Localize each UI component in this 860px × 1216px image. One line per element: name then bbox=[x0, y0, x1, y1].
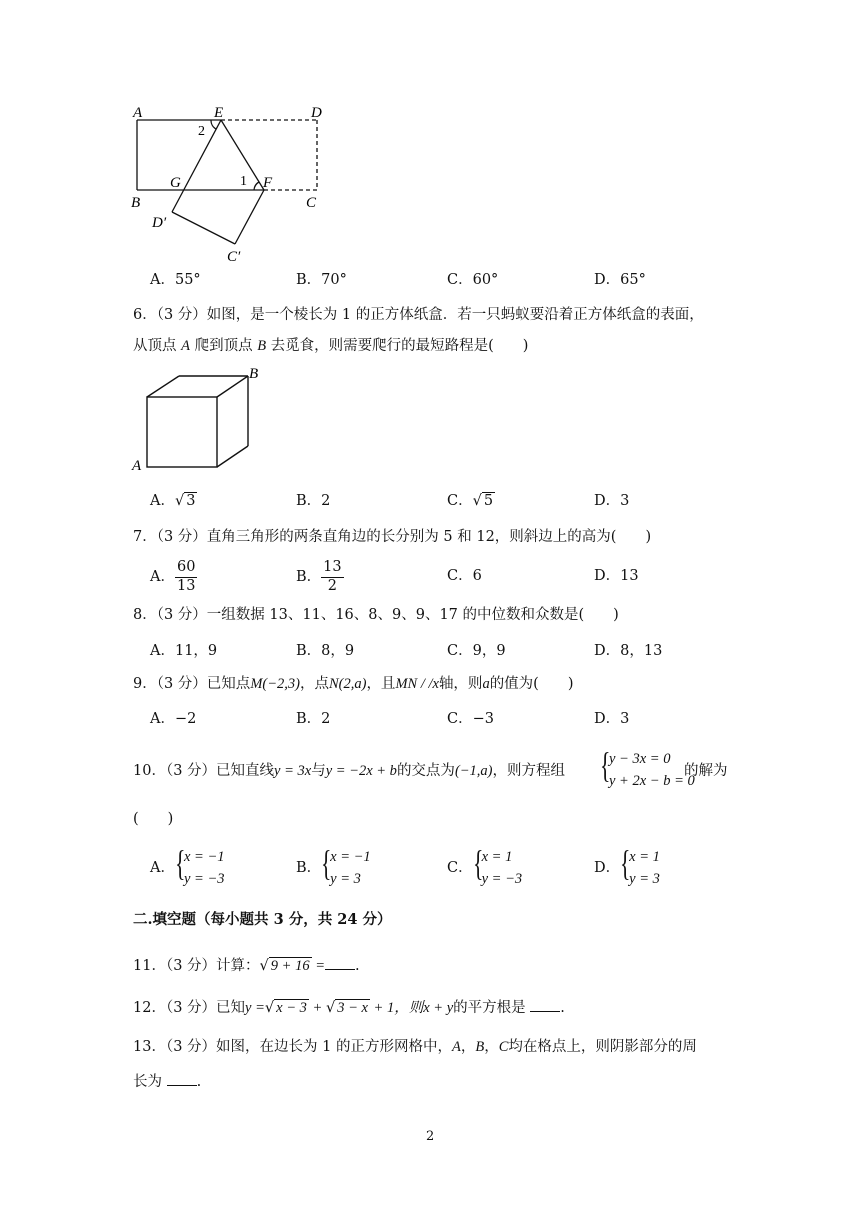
q5-option-d: D．65° bbox=[594, 272, 646, 288]
fig5-label-e: E bbox=[214, 105, 224, 121]
q12-text: 12．（3 分）已知y =√ x − 3 + √ 3 − x + 1，则x + y的平方根是 . bbox=[133, 1000, 565, 1016]
q10-option-c: C． { x = 1 y = −3 bbox=[447, 843, 523, 888]
q10-option-b: B． { x = −1 y = 3 bbox=[296, 843, 371, 888]
q10-text-end: 的解为 bbox=[684, 763, 728, 779]
q7-option-c: C．6 bbox=[447, 568, 482, 584]
q11-blank bbox=[325, 957, 355, 970]
fig5-label-cprime: C′ bbox=[227, 249, 241, 265]
q9-option-c: C．−3 bbox=[447, 711, 494, 727]
q8-text: 8．（3 分）一组数据 13、11、16、8、9、9、17 的中位数和众数是( ) bbox=[133, 607, 619, 623]
q8-option-b: B．8，9 bbox=[296, 643, 355, 659]
fig5-angle-1: 1 bbox=[240, 174, 247, 189]
q8-option-a: A．11，9 bbox=[150, 643, 218, 659]
section-2-heading: 二.填空题（每小题共 3 分，共 24 分） bbox=[133, 911, 392, 928]
q5-option-a: A．55° bbox=[150, 272, 201, 288]
q13-text-line1: 13．（3 分）如图，在边长为 1 的正方形网格中，A，B，C均在格点上，则阴影部分的周 bbox=[133, 1039, 697, 1055]
q7-option-b: B． $\frac{13}{2}$ bbox=[296, 559, 342, 594]
fig5-label-d: D bbox=[311, 105, 322, 121]
q6-fig-label-a: A bbox=[132, 458, 142, 474]
fig5-label-c: C bbox=[306, 195, 317, 211]
q13-text-line2: 长为 . bbox=[133, 1074, 202, 1090]
fig5-label-f: F bbox=[263, 175, 273, 191]
q6-fig-label-b: B bbox=[249, 366, 259, 382]
q10-text: 10．（3 分）已知直线y = 3x与y = −2x + b的交点为(−1,a)，则方程组 bbox=[133, 763, 566, 779]
fig5-angle-2: 2 bbox=[198, 124, 205, 139]
fig5-label-a: A bbox=[133, 105, 143, 121]
q10-system: { y − 3x = 0 y + 2x − b = 0 bbox=[600, 745, 695, 790]
q7-option-a: A． $\frac{60}{13}$ bbox=[150, 559, 196, 594]
q10-answer-paren: ( ) bbox=[133, 811, 174, 827]
q11-text: 11．（3 分）计算：√ 9 + 16 = . bbox=[133, 958, 360, 974]
q5-option-c: C．60° bbox=[447, 272, 499, 288]
fig5-label-g: G bbox=[170, 175, 181, 191]
q5-option-b: B．70° bbox=[296, 272, 347, 288]
fig5-label-b: B bbox=[131, 195, 141, 211]
q6-option-b: B．2 bbox=[296, 493, 331, 509]
q13-blank bbox=[167, 1073, 197, 1086]
q7-text: 7．（3 分）直角三角形的两条直角边的长分别为 5 和 12，则斜边上的高为( ) bbox=[133, 529, 652, 545]
q9-option-a: A．−2 bbox=[150, 711, 197, 727]
q9-option-d: D．3 bbox=[594, 711, 630, 727]
page-number: 2 bbox=[426, 1129, 435, 1144]
q10-option-a: A． { x = −1 y = −3 bbox=[150, 843, 225, 888]
q6-option-d: D．3 bbox=[594, 493, 630, 509]
q9-text: 9．（3 分）已知点M(−2,3)，点N(2,a)，且MN / /x轴，则a的值为( ) bbox=[133, 676, 574, 692]
q12-blank bbox=[530, 999, 560, 1012]
q6-text-line1: 6．（3 分）如图，是一个棱长为 1 的正方体纸盒．若一只蚂蚁要沿着正方体纸盒的表面， bbox=[133, 307, 704, 323]
q9-option-b: B．2 bbox=[296, 711, 331, 727]
q6-option-a: A．√ 3 bbox=[150, 493, 196, 509]
q10-option-d: D． { x = 1 y = 3 bbox=[594, 843, 660, 888]
q8-option-d: D．8，13 bbox=[594, 643, 663, 659]
q6-text-line2: 从顶点 A 爬到顶点 B 去觅食，则需要爬行的最短路程是( ) bbox=[133, 338, 529, 354]
q8-option-c: C．9，9 bbox=[447, 643, 506, 659]
q6-option-c: C．√ 5 bbox=[447, 493, 494, 509]
fig5-label-dprime: D′ bbox=[152, 215, 167, 231]
q7-option-d: D．13 bbox=[594, 568, 639, 584]
